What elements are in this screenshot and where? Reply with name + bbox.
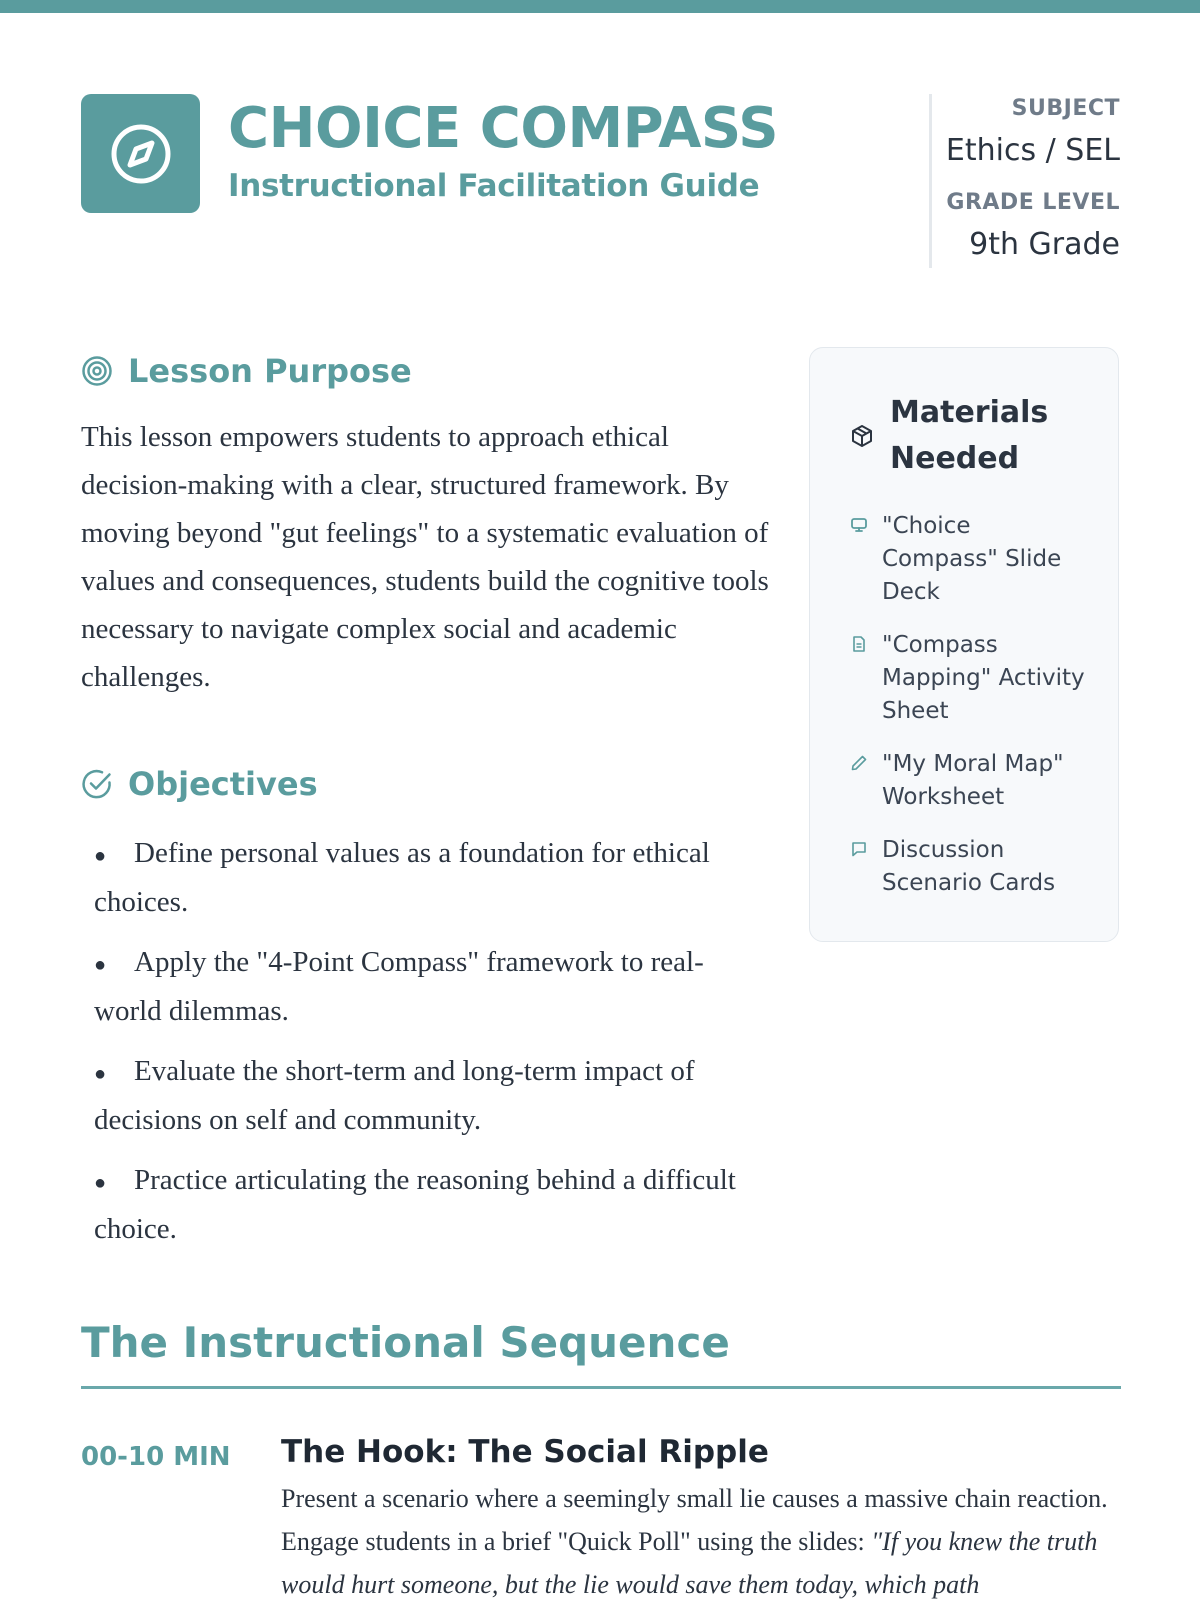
page-title: CHOICE COMPASS (228, 96, 779, 161)
presentation-icon (850, 516, 868, 534)
material-label: "Compass Mapping" Activity Sheet (882, 632, 1085, 724)
page-subtitle: Instructional Facilitation Guide (228, 168, 760, 204)
list-item (850, 510, 1090, 609)
purpose-heading (81, 352, 412, 390)
list-item: ● Evaluate the short-term and long-term impact of decisions on self and community. (94, 1055, 695, 1136)
materials-card (809, 347, 1119, 942)
list-item: ● Define personal values as a foundation for ethical choices. (94, 837, 710, 918)
material-label: "My Moral Map" Worksheet (882, 751, 1064, 810)
chat-icon (850, 840, 868, 858)
materials-heading-label: Materials Needed (890, 395, 1049, 476)
subject-label: SUBJECT (1011, 96, 1120, 121)
package-icon (850, 424, 874, 448)
purpose-heading-label: Lesson Purpose (128, 352, 412, 390)
list-item (850, 834, 1090, 900)
compass-icon (108, 121, 174, 187)
material-label: "Choice Compass" Slide Deck (882, 513, 1062, 605)
list-item (850, 629, 1090, 728)
target-icon (81, 355, 113, 387)
list-item: ● Practice articulating the reasoning behind a difficult choice. (94, 1164, 736, 1245)
step-description-text: Present a scenario where a seemingly small lie causes a massive chain reaction. Engage students in a brief "Quick Poll" using the slides: (281, 1484, 1108, 1556)
header-divider (929, 94, 932, 268)
subject-value: Ethics / SEL (945, 133, 1120, 168)
objective-text: Practice articulating the reasoning behind a difficult choice. (94, 1164, 736, 1245)
objective-text: Evaluate the short-term and long-term impact of decisions on self and community. (94, 1055, 695, 1136)
objectives-list (94, 830, 764, 1266)
objectives-heading (81, 765, 318, 803)
material-label: Discussion Scenario Cards (882, 837, 1056, 896)
list-item: ● Apply the "4-Point Compass" framework to real-world dilemmas. (94, 946, 704, 1027)
step-description-quote: "If you knew the truth would hurt someone, but the lie would save them today, which path (281, 1527, 1098, 1599)
step-title: The Hook: The Social Ripple (281, 1434, 769, 1470)
materials-list (850, 510, 1090, 920)
document-icon (850, 635, 868, 653)
grade-value: 9th Grade (969, 227, 1120, 262)
sequence-heading: The Instructional Sequence (81, 1318, 730, 1367)
list-item (850, 748, 1090, 814)
step-description (281, 1477, 1121, 1600)
check-circle-icon (81, 768, 113, 800)
logo (81, 94, 200, 213)
step-time: 00-10 MIN (81, 1442, 231, 1472)
objective-text: Define personal values as a foundation for ethical choices. (94, 837, 710, 918)
pencil-icon (850, 754, 868, 772)
objective-text: Apply the "4-Point Compass" framework to real-world dilemmas. (94, 946, 704, 1027)
sequence-divider (81, 1386, 1121, 1389)
grade-label: GRADE LEVEL (946, 190, 1120, 215)
purpose-text: This lesson empowers students to approach ethical decision-making with a clear, structured framework. By moving beyond "gut feelings" to a systematic evaluation of values and consequences, students build the cognitive tools necessary to navigate complex social and academic challenges. (81, 421, 769, 693)
materials-heading (850, 390, 1060, 482)
objectives-heading-label: Objectives (128, 765, 318, 803)
top-accent-bar (0, 0, 1200, 13)
